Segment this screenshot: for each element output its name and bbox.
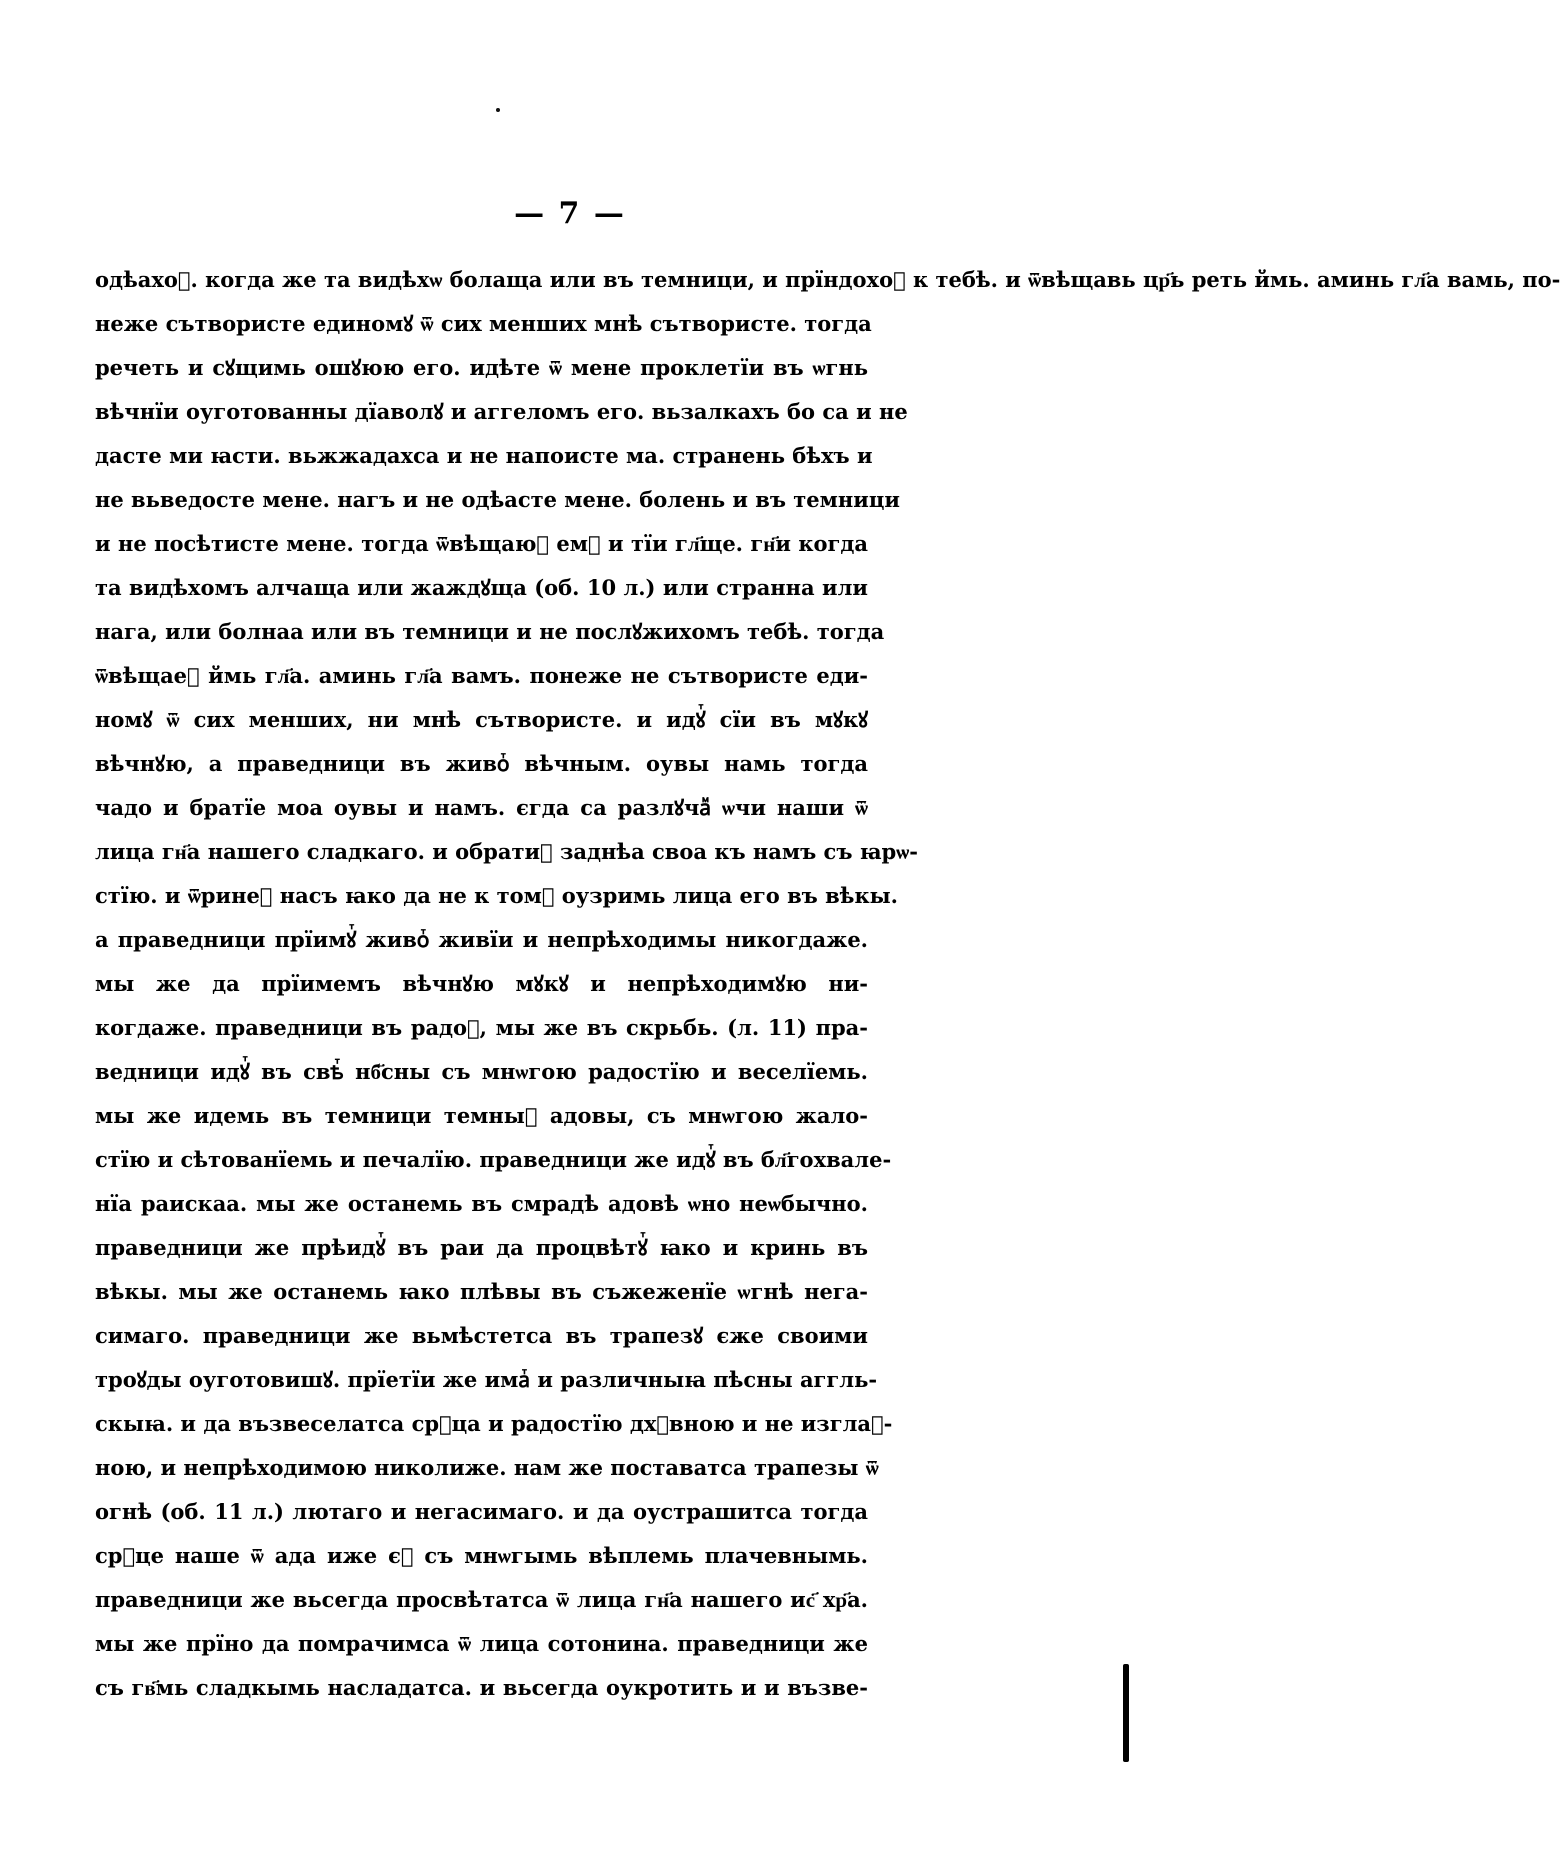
text-line: ною, и непрѣходимою николиже. нам же поставатса трапезы ѿ (95, 1455, 879, 1480)
text-line: срⷣце наше ѿ ада иже єⷭ съ мнѡгымь вѣплемь плачевнымь. (95, 1543, 868, 1568)
text-line: стїю и сѣтованїемь и печалїю. праведници же идꙋⷮ въ бл҃гохвале- (95, 1147, 892, 1172)
text-line: вѣчнїи оуготованны дїаволꙋ и аггеломъ его. вьзалкахъ бо са и не (95, 399, 908, 424)
text-line: троꙋды оуготовишꙋ. прїетїи же имаⷮ и различныꙗ пѣсны аггль- (95, 1367, 878, 1392)
text-line: номꙋ ѿ сих менших, ни мнѣ сътвористе. и идꙋⷮ сїи въ мꙋкꙋ (95, 707, 868, 732)
text-line: не вьведосте мене. нагъ и не одѣасте мене. болень и въ темници (95, 487, 900, 512)
text-line: стїю. и ѿринеⷮ насъ ꙗко да не к томꙋ оузримь лица его въ вѣкы. (95, 883, 898, 908)
body-text (95, 258, 1560, 1710)
text-line: вѣчнꙋю, а праведници въ живоⷮ вѣчным. оувы намь тогда (95, 751, 868, 776)
text-line: дасте ми ꙗсти. вьжжадахса и не напоисте ма. странень бѣхъ и (95, 443, 873, 468)
scan-edge-mark (1123, 1664, 1129, 1762)
page-number: — 7 — (514, 196, 626, 231)
text-line: ведници идꙋⷮ въ свѣⷮ нб҃сны съ мнѡгою радостїю и веселїемь. (95, 1059, 868, 1084)
text-line: а праведници прїимꙋⷮ живоⷮ живїи и непрѣходимы никогдаже. (95, 927, 868, 952)
text-line: лица гн҃а нашего сладкаго. и обратиⷮ заднѣа своа къ намъ съ ꙗрѡ- (95, 839, 918, 864)
text-line: симаго. праведници же вьмѣстетса въ трапезꙋ єже своими (95, 1323, 868, 1348)
text-line: съ гв҃мь сладкымь насладатса. и вьсегда оукротить и и възве- (95, 1675, 868, 1700)
text-line: праведници же прѣидꙋⷮ въ раи да процвѣтꙋⷮ ꙗко и кринь въ (95, 1235, 868, 1260)
ink-speck (496, 108, 500, 112)
text-line: мы же да прїимемъ вѣчнꙋю мꙋкꙋ и непрѣходимꙋю ни- (95, 971, 868, 996)
text-line: когдаже. праведници въ радоⷭ, мы же въ скрьбь. (л. 11) пра- (95, 1015, 868, 1040)
text-line: скыꙗ. и да възвеселатса срⷣца и радостїю дхⷪвною и не изглаⷭ- (95, 1411, 893, 1436)
text-line: чадо и братїе моа оувы и намъ. єгда са разлꙋчаⷨ ѡчи наши ѿ (95, 795, 868, 820)
text-line: одѣахоⷨ. когда же та видѣхѡ болаща или въ темници, и прїндохоⷨ к тебѣ. и ѿвѣщавь цр҃ь реть ймь. аминь гл҃а вамь, по- (95, 267, 1560, 292)
text-line: нїа раискаа. мы же останемь въ смрадѣ адовѣ ѡно неѡбычно. (95, 1191, 868, 1216)
text-line: огнѣ (об. 11 л.) лютаго и негасимаго. и да оустрашитса тогда (95, 1499, 868, 1524)
text-line: неже сътвористе единомꙋ ѿ сих менших мнѣ сътвористе. тогда (95, 311, 872, 336)
text-line: та видѣхомъ алчаща или жаждꙋща (об. 10 л.) или странна или (95, 575, 868, 600)
text-line: нага, или болнаа или въ темници и не послꙋжихомъ тебѣ. тогда (95, 619, 885, 644)
text-line: ѿвѣщаеⷮ ймь гл҃а. аминь гл҃а вамъ. понеже не сътвористе еди- (95, 663, 868, 688)
text-line: вѣкы. мы же останемь ꙗко плѣвы въ съжеженїе ѡгнѣ нега- (95, 1279, 868, 1304)
text-line: праведници же вьсегда просвѣтатса ѿ лица гн҃а нашего ис҃ хр҃а. (95, 1587, 868, 1612)
text-line: мы же прїно да помрачимса ѿ лица сотонина. праведници же (95, 1631, 868, 1656)
text-line: мы же идемь въ темници темныⷯ адовы, съ мнѡгою жало- (95, 1103, 868, 1128)
text-line: речеть и сꙋщимь ошꙋюю его. идѣте ѿ мене проклетїи въ ѡгнь (95, 355, 868, 380)
text-line: и не посѣтисте мене. тогда ѿвѣщаюⷮ емꙋ и тїи гл҃ще. гн҃и когда (95, 531, 868, 556)
